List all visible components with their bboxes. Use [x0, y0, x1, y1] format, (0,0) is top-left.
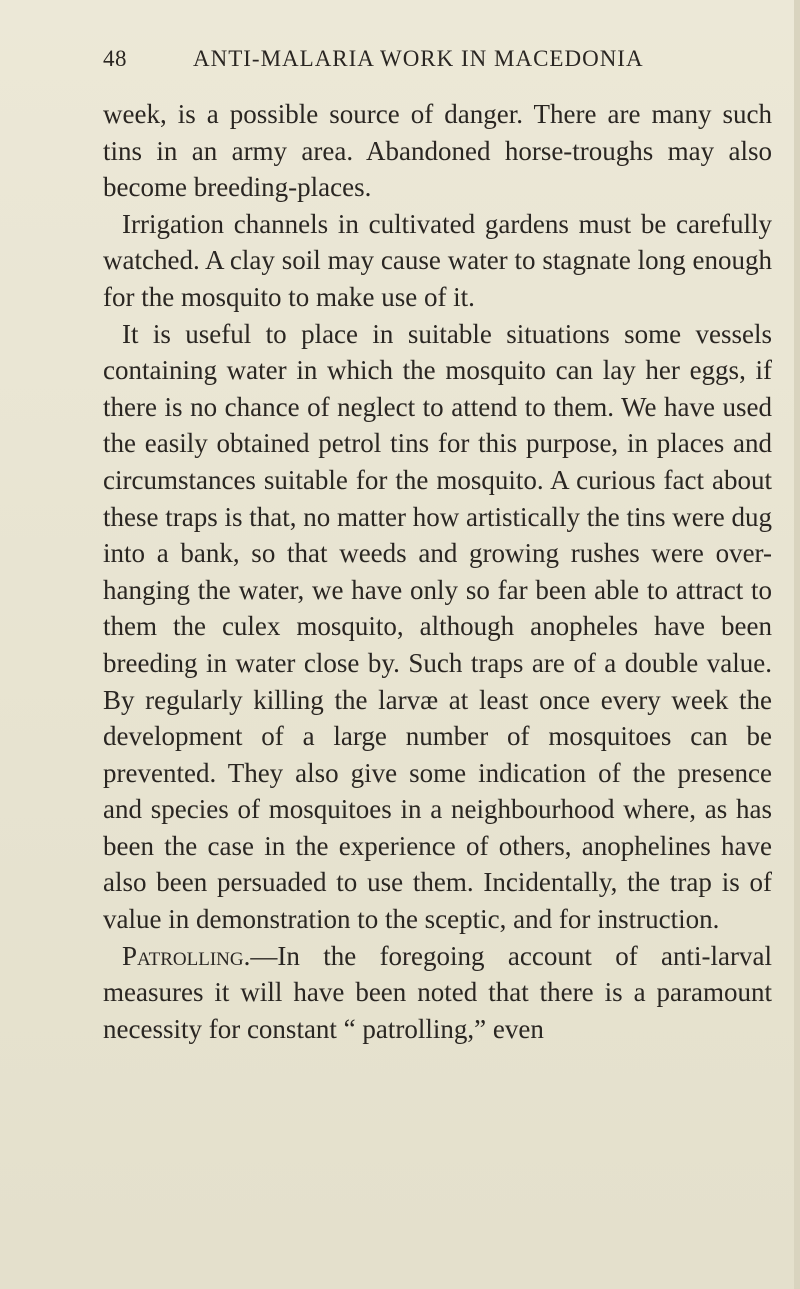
paragraph-text: Irrigation channels in cultivated gardens must be carefully watched. A clay soil may cause water to stagnate long enough for the mosquito to make use of it.: [103, 208, 772, 312]
section-lead: Patrolling.: [122, 940, 251, 971]
paragraph-text: week, is a possible source of danger. There are many such tins in an army area. Abandoned horse-troughs may also become breeding-places.: [103, 99, 772, 203]
paragraph: [103, 96, 772, 206]
page-number: 48: [103, 46, 127, 71]
page-header: [103, 46, 772, 86]
page-edge: [794, 0, 800, 1289]
paragraph: [103, 938, 772, 1048]
paragraph: [103, 206, 772, 316]
paragraph: [103, 316, 772, 938]
paragraph-text: —In the foregoing account of anti-larval measures it will have been noted that there is a paramount necessity for constant “ patrolling,” even: [103, 940, 772, 1044]
running-head: ANTI-MALARIA WORK IN MACEDONIA: [193, 46, 644, 71]
body-text: [103, 96, 772, 1047]
paragraph-text: It is useful to place in suitable situations some vessels containing water in which the mosquito can lay her eggs, if there is no chance of neglect to attend to them. We have used the easily obtained petrol tins for this purpose, in places and circumstances suitable for the mosquito. A curious fact about these traps is that, no matter how artistically the tins were dug into a bank, so that weeds and growing rushes were over-hanging the water, we have only so far been able to attract to them the culex mosquito, although anopheles have been breeding in water close by. Such traps are of a double value. By regularly killing the larvæ at least once every week the development of a large number of mosquitoes can be prevented. They also give some indication of the presence and species of mosquitoes in a neighbourhood where, as has been the case in the experience of others, anophelines have also been persuaded to use them. Incidentally, the trap is of value in demonstration to the sceptic, and for instruction.: [103, 318, 772, 935]
